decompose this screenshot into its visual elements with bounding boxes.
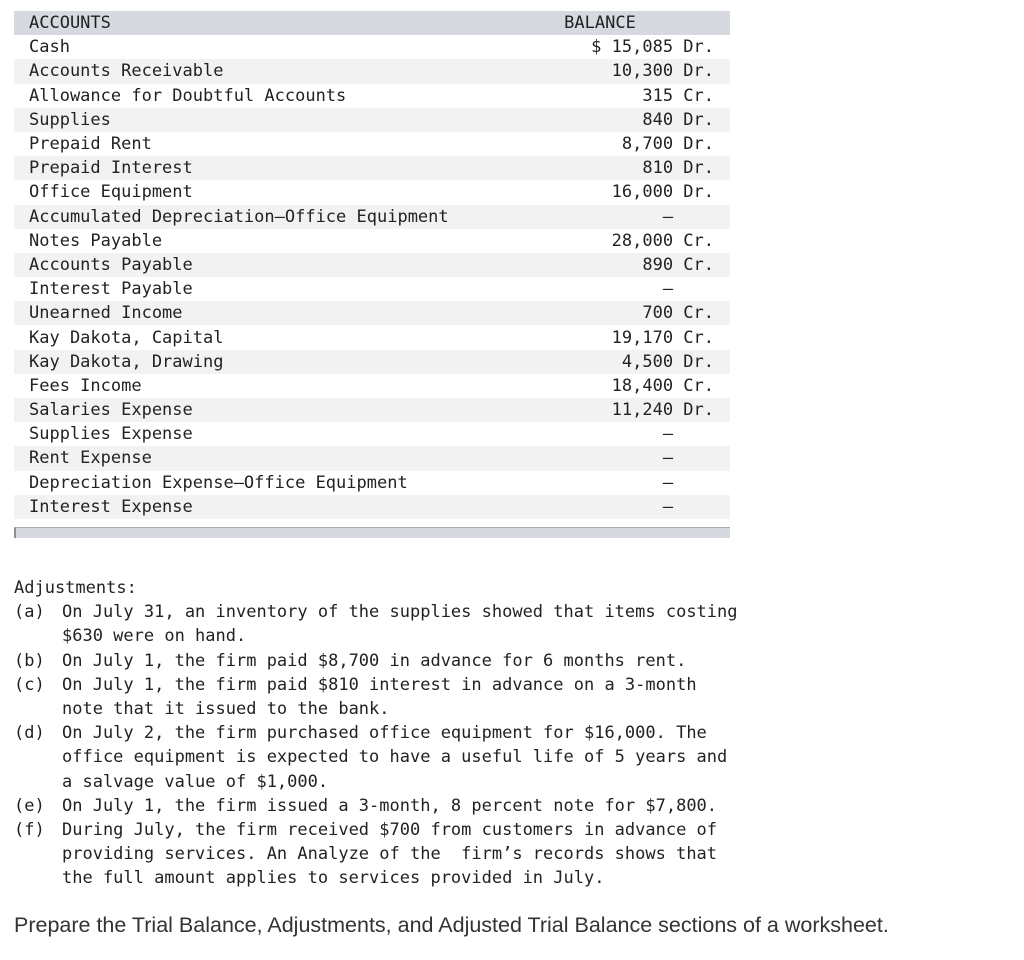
account-name: Unearned Income — [29, 303, 183, 324]
table-scrollbar-track — [14, 527, 730, 538]
account-name: Accumulated Depreciation–Office Equipment — [29, 206, 449, 227]
adjustment-line: On July 2, the firm purchased office equipment for $16,000. The — [62, 723, 707, 744]
table-row — [14, 398, 730, 422]
table-row — [14, 108, 730, 132]
adjustment-line: a salvage value of $1,000. — [62, 771, 329, 792]
table-row — [14, 205, 730, 229]
account-name: Rent Expense — [29, 448, 152, 469]
table-row — [14, 495, 730, 519]
adjustment-label: (f) — [14, 819, 45, 840]
table-row — [14, 374, 730, 398]
account-name: Kay Dakota, Drawing — [29, 351, 224, 372]
account-name: Depreciation Expense–Office Equipment — [29, 472, 408, 493]
account-balance: 11,240 Dr. — [611, 400, 714, 421]
accounts-table — [14, 11, 730, 519]
adjustments-title: Adjustments: — [14, 578, 137, 598]
balance-column-header: BALANCE — [564, 13, 636, 34]
table-row — [14, 180, 730, 204]
account-balance: 19,170 Cr. — [611, 327, 714, 348]
adjustment-line: On July 1, the firm paid $8,700 in advance for 6 months rent. — [62, 650, 687, 671]
account-balance: 16,000 Dr. — [611, 182, 714, 203]
account-balance: 10,300 Dr. — [611, 61, 714, 82]
adjustment-line: providing services. An Analyze of the firm’s records shows that — [62, 844, 718, 865]
account-balance: 8,700 Dr. — [621, 134, 714, 155]
adjustment-line: note that it issued to the bank. — [62, 698, 390, 719]
adjustment-label: (a) — [14, 602, 45, 623]
account-name: Supplies Expense — [29, 424, 193, 445]
table-row — [14, 277, 730, 301]
account-balance: – — [662, 448, 714, 469]
adjustment-label: (d) — [14, 723, 45, 744]
account-balance: 28,000 Cr. — [611, 230, 714, 251]
adjustment-item-c — [14, 673, 814, 721]
table-row — [14, 446, 730, 470]
account-name: Kay Dakota, Capital — [29, 327, 224, 348]
account-name: Interest Payable — [29, 279, 193, 300]
adjustment-line: During July, the firm received $700 from customers in advance of — [62, 819, 718, 840]
account-name: Allowance for Doubtful Accounts — [29, 85, 347, 106]
adjustment-label: (c) — [14, 674, 45, 695]
instruction-text: Prepare the Trial Balance, Adjustments, and Adjusted Trial Balance sections of a worksheet. — [14, 913, 889, 937]
account-name: Prepaid Interest — [29, 158, 193, 179]
account-name: Interest Expense — [29, 496, 193, 517]
accounts-column-header: ACCOUNTS — [29, 13, 111, 34]
adjustment-line: the full amount applies to services provided in July. — [62, 868, 605, 889]
adjustment-line: On July 1, the firm issued a 3-month, 8 percent note for $7,800. — [62, 795, 718, 816]
table-header-row — [14, 11, 730, 35]
account-name: Fees Income — [29, 375, 142, 396]
adjustment-item-d — [14, 721, 814, 794]
table-row — [14, 35, 730, 59]
adjustment-label: (b) — [14, 650, 45, 671]
table-row — [14, 422, 730, 446]
adjustment-item-e — [14, 794, 814, 818]
table-row — [14, 253, 730, 277]
table-row — [14, 156, 730, 180]
account-name: Prepaid Rent — [29, 134, 152, 155]
table-row — [14, 84, 730, 108]
account-balance: $ 15,085 Dr. — [591, 37, 714, 58]
table-row — [14, 59, 730, 83]
account-balance: – — [662, 424, 714, 445]
account-balance: 18,400 Cr. — [611, 375, 714, 396]
account-balance: – — [662, 472, 714, 493]
table-row — [14, 350, 730, 374]
account-balance: 315 Cr. — [642, 85, 714, 106]
adjustment-line: office equipment is expected to have a useful life of 5 years and — [62, 747, 728, 768]
account-balance: – — [662, 206, 714, 227]
account-name: Accounts Receivable — [29, 61, 224, 82]
account-balance: 890 Cr. — [642, 254, 714, 275]
adjustments-section — [14, 576, 814, 890]
account-balance: – — [662, 279, 714, 300]
account-name: Accounts Payable — [29, 254, 193, 275]
adjustment-item-a — [14, 600, 814, 648]
adjustment-line: On July 1, the firm paid $810 interest in advance on a 3-month — [62, 674, 697, 695]
adjustment-item-f — [14, 818, 814, 891]
table-row — [14, 229, 730, 253]
table-row — [14, 325, 730, 349]
account-name: Salaries Expense — [29, 400, 193, 421]
table-row — [14, 132, 730, 156]
table-row — [14, 301, 730, 325]
account-balance: 700 Cr. — [642, 303, 714, 324]
adjustment-line: $630 were on hand. — [62, 626, 247, 647]
adjustment-line: On July 31, an inventory of the supplies showed that items costing — [62, 602, 738, 623]
adjustment-item-b — [14, 649, 814, 673]
account-name: Office Equipment — [29, 182, 193, 203]
account-balance: 840 Dr. — [642, 109, 714, 130]
account-balance: – — [662, 496, 714, 517]
account-balance: 810 Dr. — [642, 158, 714, 179]
adjustment-label: (e) — [14, 795, 45, 816]
table-row — [14, 471, 730, 495]
account-name: Cash — [29, 37, 70, 58]
account-name: Notes Payable — [29, 230, 163, 251]
account-name: Supplies — [29, 109, 111, 130]
account-balance: 4,500 Dr. — [621, 351, 714, 372]
